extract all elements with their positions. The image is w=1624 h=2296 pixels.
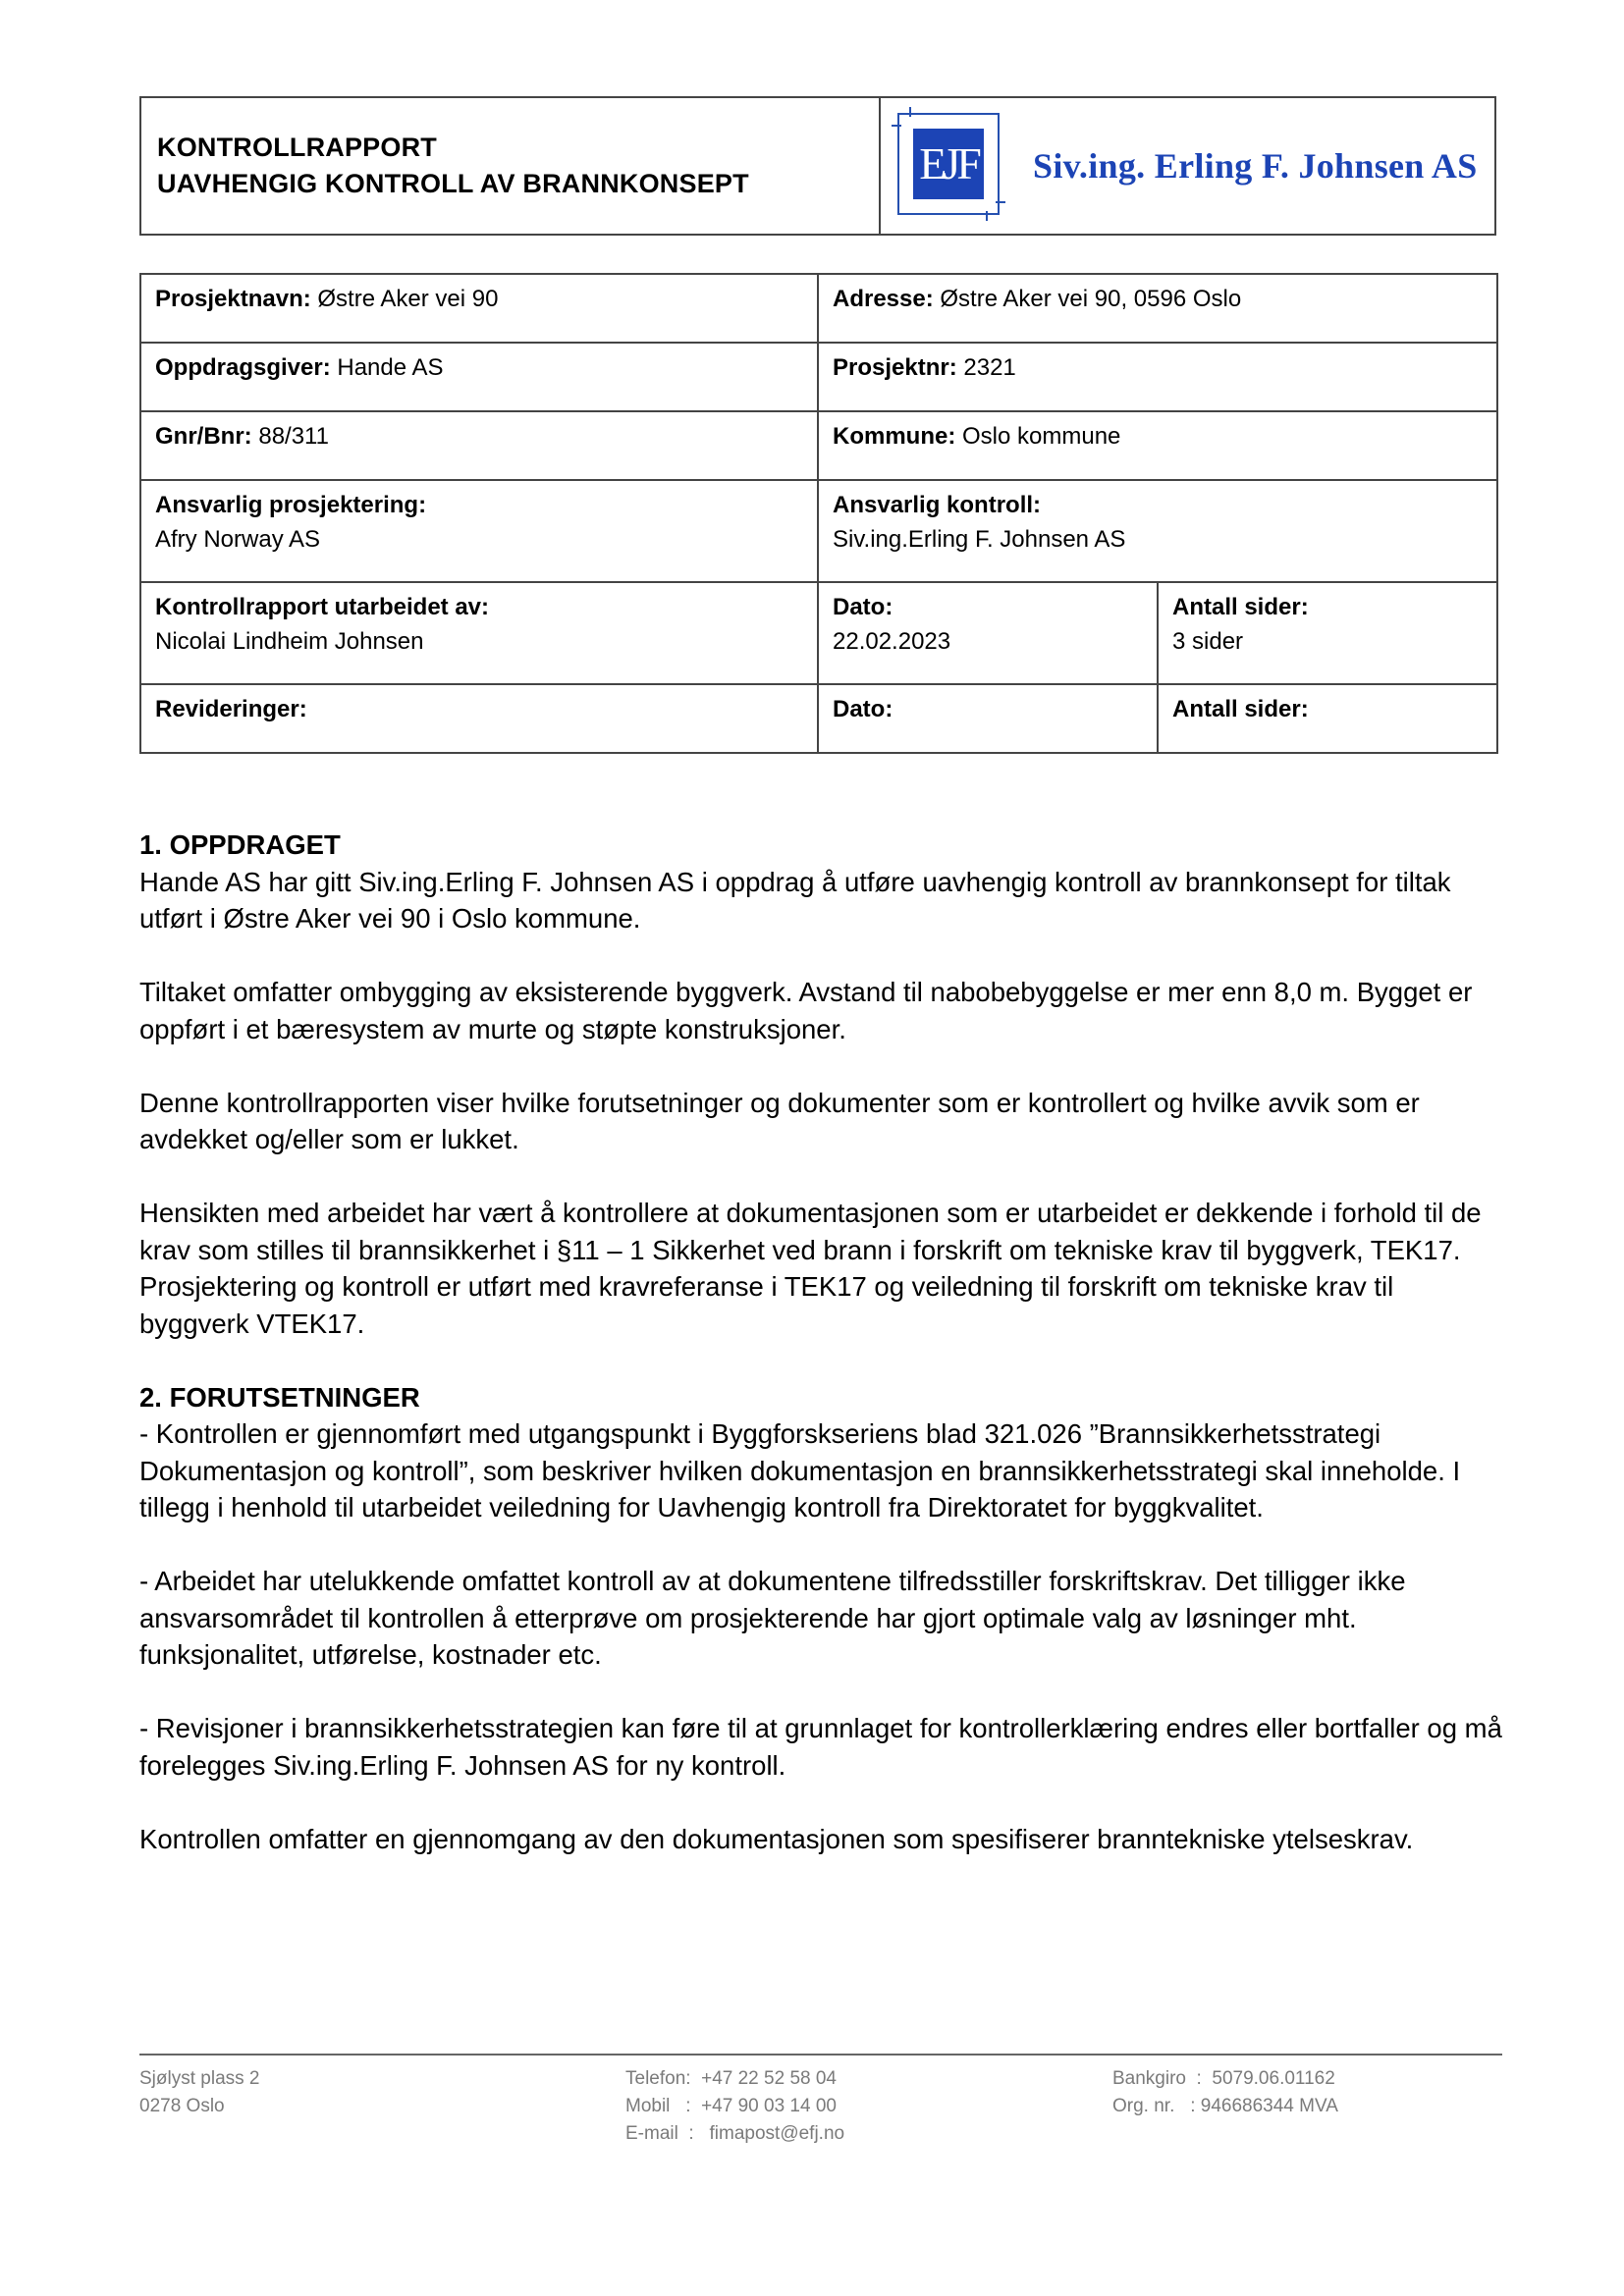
section-heading-forutsetninger: 2. FORUTSETNINGER — [139, 1381, 420, 1413]
footer-telefon: Telefon: +47 22 52 58 04 — [625, 2068, 837, 2089]
paragraph: Hande AS har gitt Siv.ing.Erling F. Johnsen AS i oppdrag å utføre uavhengig kontroll av brannkonsept for tiltak utført i Østre Aker vei 90 i Oslo kommune. — [139, 866, 1451, 934]
table-row — [140, 684, 1497, 753]
report-title-line2: UAVHENGIG KONTROLL AV BRANNKONSEPT — [157, 169, 749, 198]
report-title-block — [141, 98, 881, 234]
prosjektnavn-cell: Prosjektnavn: Østre Aker vei 90 — [140, 274, 818, 343]
table-row — [140, 480, 1497, 582]
footer-divider — [139, 2054, 1502, 2056]
company-name: Siv.ing. Erling F. Johnsen AS — [1033, 146, 1478, 186]
section-heading-oppdraget: 1. OPPDRAGET — [139, 829, 341, 860]
company-logo-block — [881, 98, 1494, 234]
footer-email: E-mail : fimapost@efj.no — [625, 2123, 845, 2144]
paragraph: Hensikten med arbeidet har vært å kontrollere at dokumentasjonen som er utarbeidet er dekkende i forhold til de krav som stilles til brannsikkerhet i §11 – 1 Sikkerhet ved brann i forskrift om tekniske krav til byggverk, TEK17. Prosjektering og kontroll er utført med kravreferanse i TEK17 og veiledning til forskrift om tekniske krav til byggverk VTEK17. — [139, 1198, 1482, 1339]
paragraph: - Kontrollen er gjennomført med utgangspunkt i Byggforskseriens blad 321.026 ”Brannsikkerhetsstrategi Dokumentasjon og kontroll”, som beskriver hvilken dokumentasjon en brannsikkerhetsstrategi skal inneholde. I tillegg i henhold til utarbeidet veiledning for Uavhengig kontroll fra Direktoratet for byggkvalitet. — [139, 1418, 1461, 1522]
footer-bankgiro: Bankgiro : 5079.06.01162 — [1112, 2068, 1335, 2089]
table-row — [140, 411, 1497, 480]
paragraph: Denne kontrollrapporten viser hvilke forutsetninger og dokumenter som er kontrollert og hvilke avvik som er avdekket og/eller som er lukket. — [139, 1087, 1420, 1154]
table-row — [140, 274, 1497, 343]
antall-sider-cell: Antall sider: 3 sider — [1158, 582, 1497, 684]
oppdragsgiver-cell: Oppdragsgiver: Hande AS — [140, 343, 818, 411]
footer-address-line2: 0278 Oslo — [139, 2096, 225, 2116]
dato-cell: Dato: 22.02.2023 — [818, 582, 1158, 684]
footer-orgnr: Org. nr. : 946686344 MVA — [1112, 2096, 1338, 2116]
rev-dato-cell: Dato: — [818, 684, 1158, 753]
project-info-table — [139, 273, 1498, 754]
adresse-cell: Adresse: Østre Aker vei 90, 0596 Oslo — [818, 274, 1497, 343]
ansvarlig-kontroll-cell: Ansvarlig kontroll: Siv.ing.Erling F. Johnsen AS — [818, 480, 1497, 582]
kommune-cell: Kommune: Oslo kommune — [818, 411, 1497, 480]
prosjektnr-cell: Prosjektnr: 2321 — [818, 343, 1497, 411]
paragraph: - Arbeidet har utelukkende omfattet kontroll av at dokumentene tilfredsstiller forskriftskrav. Det tilligger ikke ansvarsområdet til kontrollen å etterprøve om prosjekterende har gjort optimale valg av løsninger mht. funksjonalitet, utførelse, kostnader etc. — [139, 1566, 1406, 1670]
report-body — [139, 827, 1504, 1895]
revideringer-cell: Revideringer: — [140, 684, 818, 753]
gnrbnr-cell: Gnr/Bnr: 88/311 — [140, 411, 818, 480]
ansvarlig-prosjektering-cell: Ansvarlig prosjektering: Afry Norway AS — [140, 480, 818, 582]
footer-address — [139, 2065, 259, 2120]
rev-antall-sider-cell: Antall sider: — [1158, 684, 1497, 753]
table-row — [140, 582, 1497, 684]
report-title-line1: KONTROLLRAPPORT — [157, 133, 437, 162]
paragraph: - Revisjoner i brannsikkerhetsstrategien kan føre til at grunnlaget for kontrollerklæring endres eller bortfaller og må forelegges Siv.ing.Erling F. Johnsen AS for ny kontroll. — [139, 1713, 1502, 1781]
footer-bank — [1112, 2065, 1338, 2120]
paragraph: Kontrollen omfatter en gjennomgang av den dokumentasjonen som spesifiserer branntekniske ytelseskrav. — [139, 1823, 1414, 1854]
footer-mobil: Mobil : +47 90 03 14 00 — [625, 2096, 837, 2116]
utarbeidet-av-cell: Kontrollrapport utarbeidet av: Nicolai Lindheim Johnsen — [140, 582, 818, 684]
logo-letters: EJF — [913, 129, 984, 199]
paragraph: Tiltaket omfatter ombygging av eksisterende byggverk. Avstand til nabobebyggelse er mer enn 8,0 m. Bygget er oppført i et bæresystem av murte og støpte konstruksjoner. — [139, 977, 1473, 1044]
report-header — [139, 96, 1496, 236]
footer-contact — [625, 2065, 844, 2148]
company-logo-icon — [897, 113, 1003, 219]
footer-address-line1: Sjølyst plass 2 — [139, 2068, 260, 2089]
table-row — [140, 343, 1497, 411]
